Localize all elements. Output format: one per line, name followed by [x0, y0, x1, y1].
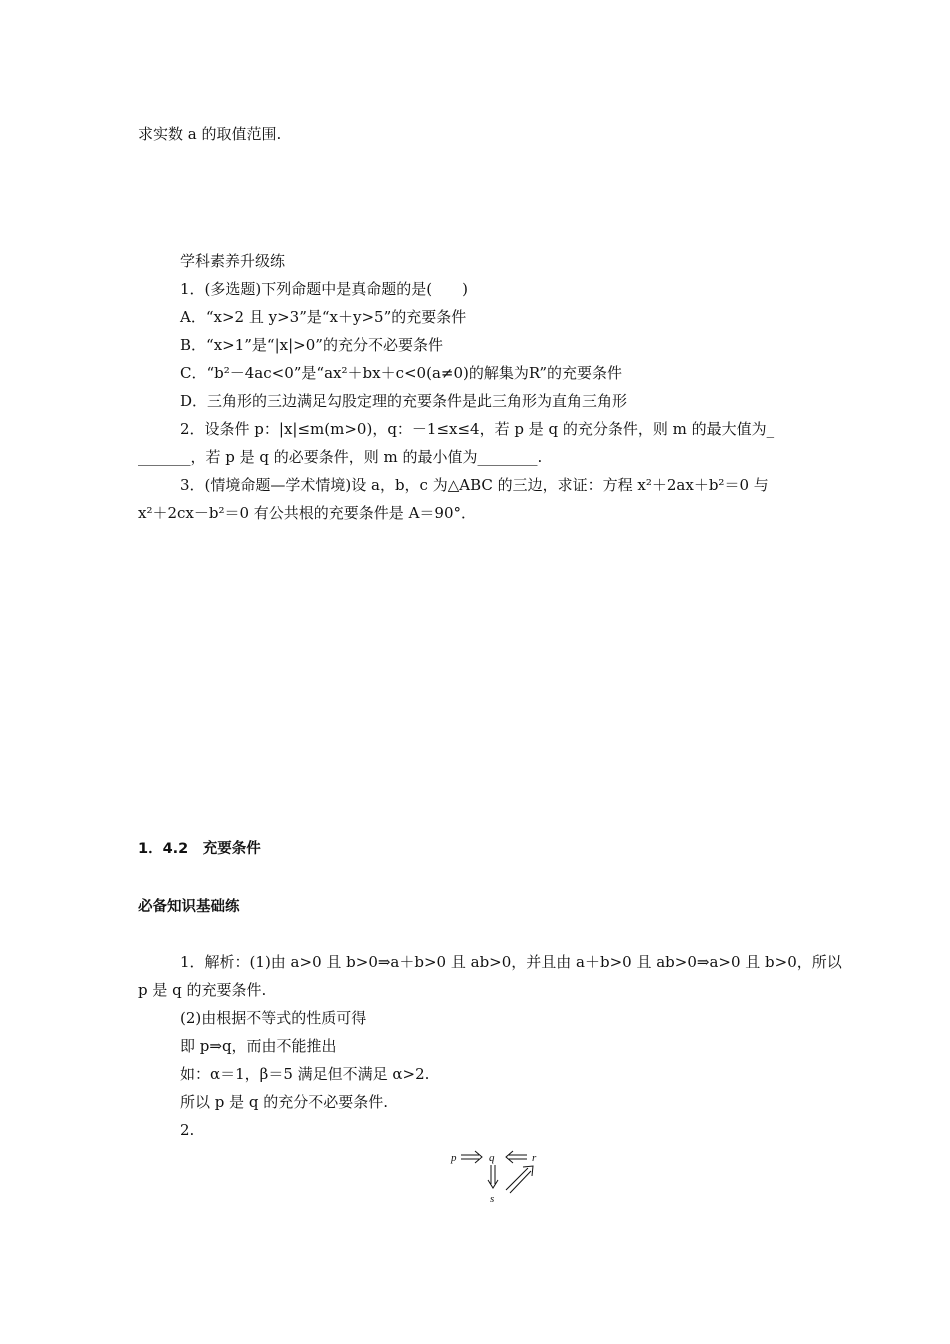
- question-line: x²＋2cx－b²＝0 有公共根的充要条件是 A＝90°．: [138, 504, 476, 522]
- question-line: _______，若 p 是 q 的必要条件，则 m 的最小值为________.: [138, 448, 543, 466]
- answer-line: 1．解析：(1)由 a>0 且 b>0⇒a＋b>0 且 ab>0，并且由 a＋b>0 且 ab>0⇒a>0 且 b>0，所以: [180, 953, 842, 971]
- answer-line: 所以 p 是 q 的充分不必要条件.: [180, 1093, 389, 1111]
- diagram-label-r: r: [532, 1152, 537, 1164]
- question-line: 1．(多选题)下列命题中是真命题的是( ): [180, 280, 468, 298]
- diagram-label-s: s: [490, 1193, 495, 1205]
- answer-line: 2.: [180, 1121, 195, 1139]
- section-heading: 必备知识基础练: [138, 899, 240, 915]
- implication-diagram: [448, 1144, 548, 1206]
- chapter-title: 1．4.2 充要条件: [138, 841, 261, 857]
- answer-line: 即 p⇒q，而由不能推出: [180, 1037, 337, 1055]
- implies-down-arrow: [488, 1165, 498, 1188]
- answer-line: 如：α＝1，β＝5 满足但不满足 α>2.: [180, 1065, 430, 1083]
- diagram-label-p: p: [451, 1152, 457, 1164]
- answer-line: p 是 q 的充要条件.: [138, 981, 267, 999]
- option-d: D．三角形的三边满足勾股定理的充要条件是此三角形为直角三角形: [180, 392, 628, 410]
- option-b: B．“x>1”是“|x|>0”的充分不必要条件: [180, 336, 443, 354]
- question-line: 3．(情境命题—学术情境)设 a，b，c 为△ABC 的三边，求证：方程 x²＋2ax＋b²＝0 与: [180, 476, 769, 494]
- option-c: C．“b²－4ac<0”是“ax²＋bx＋c<0(a≠0)的解集为R”的充要条件: [180, 364, 622, 382]
- section-heading: 学科素养升级练: [180, 252, 286, 270]
- implies-diagonal-arrow: [506, 1166, 533, 1193]
- option-a: A．“x>2 且 y>3”是“x＋y>5”的充要条件: [180, 308, 467, 326]
- text-line: 求实数 a 的取值范围.: [138, 125, 282, 143]
- implies-right-arrow: [461, 1151, 482, 1163]
- implies-left-arrow: [506, 1151, 527, 1163]
- answer-line: (2)由根据不等式的性质可得: [180, 1009, 367, 1027]
- question-line: 2．设条件 p：|x|≤m(m>0)，q：－1≤x≤4，若 p 是 q 的充分条件，则 m 的最大值为_: [180, 420, 775, 438]
- diagram-label-q: q: [489, 1152, 495, 1164]
